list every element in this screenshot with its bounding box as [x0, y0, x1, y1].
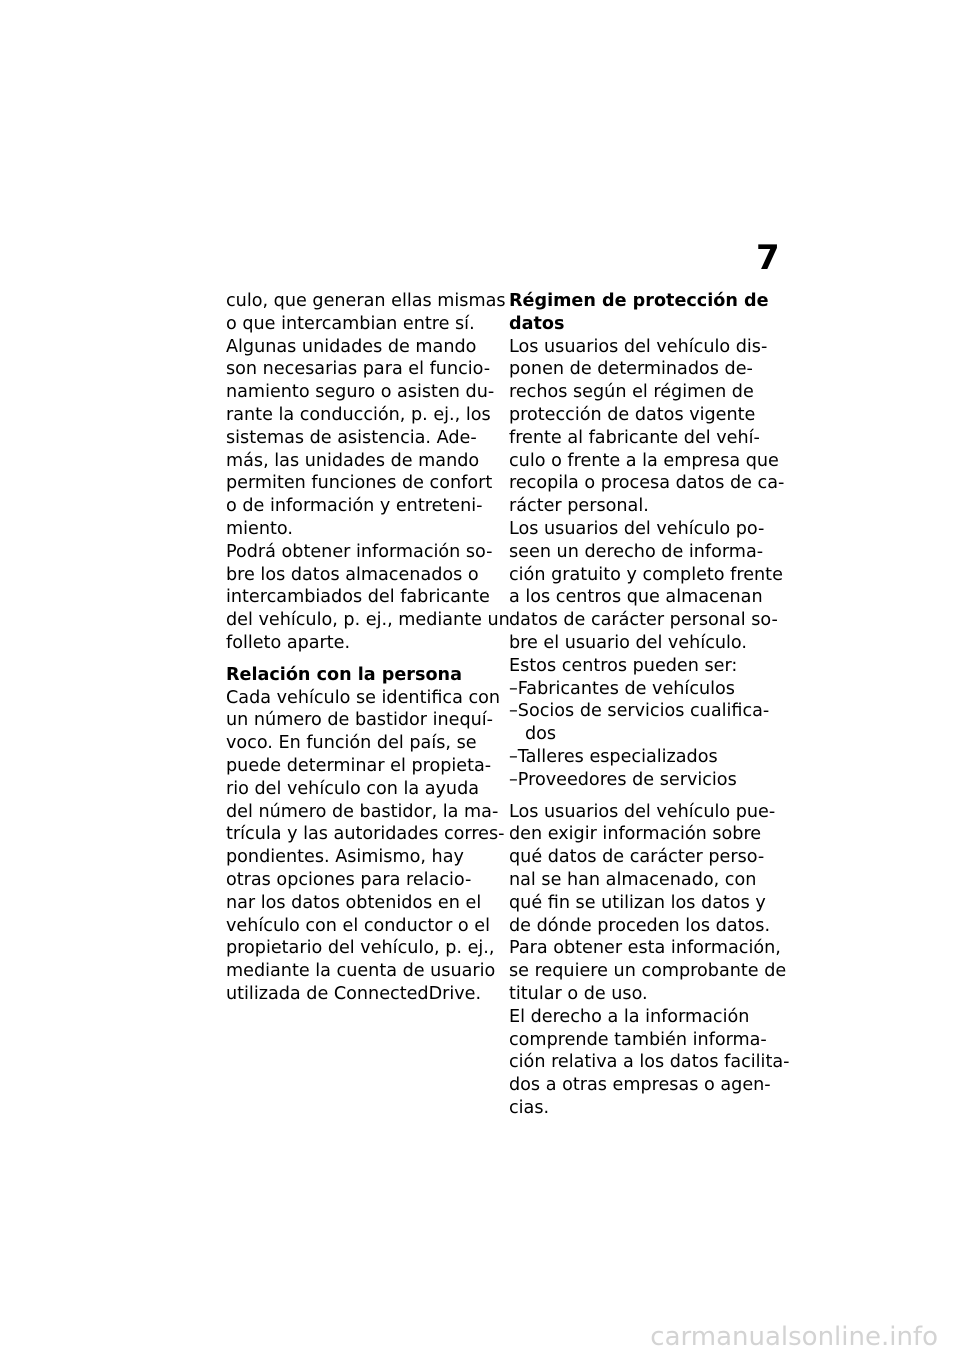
text-line: bre los datos almacenados o [226, 564, 479, 585]
text-line: qué datos de carácter perso- [509, 847, 765, 868]
text-line: comprende también informa- [509, 1029, 767, 1050]
text-line: mediante la cuenta de usuario [226, 961, 496, 982]
list-item: –Talleres especializados [509, 746, 718, 767]
text-line: más, las unidades de mando [226, 450, 480, 471]
text-line: de dónde proceden los datos. [509, 915, 771, 936]
text-line: bre el usuario del vehículo. [509, 632, 747, 653]
text-line: sistemas de asistencia. Ade- [226, 427, 477, 448]
text-line: rante la conducción, p. ej., los [226, 404, 491, 425]
text-line: ción relativa a los datos facilita- [509, 1052, 790, 1073]
text-line: del número de bastidor, la ma- [226, 801, 499, 822]
text-line: o que intercambian entre sí. [226, 313, 475, 334]
text-line: datos de carácter personal so- [509, 610, 778, 631]
text-line: Para obtener esta información, [509, 938, 781, 959]
list-item-continuation: dos [525, 724, 557, 745]
text-line: culo o frente a la empresa que [509, 450, 779, 471]
text-line: rácter personal. [509, 496, 649, 517]
text-line: seen un derecho de informa- [509, 541, 764, 562]
text-line: Cada vehículo se identifica con [226, 687, 501, 708]
paragraph-request-info [509, 801, 787, 1006]
text-line: ponen de determinados de- [509, 359, 753, 380]
text-line: rio del vehículo con la ayuda [226, 778, 480, 799]
text-line: se requiere un comprobante de [509, 961, 787, 982]
text-line: miento. [226, 518, 293, 539]
text-line: vehículo con el conductor o el [226, 915, 490, 936]
text-line: Los usuarios del vehículo po- [509, 518, 765, 539]
text-line: Los usuarios del vehículo dis- [509, 336, 768, 357]
text-line: recopila o procesa datos de ca- [509, 473, 785, 494]
text-line: folleto aparte. [226, 632, 351, 653]
text-line: Los usuarios del vehículo pue- [509, 801, 776, 822]
paragraph-more-info [226, 541, 510, 655]
section-heading-person: Relación con la persona [226, 664, 462, 685]
text-line: namiento seguro o asisten du- [226, 382, 495, 403]
text-line: ción gratuito y completo frente [509, 564, 783, 585]
bullet-list-centres [509, 678, 781, 792]
list-item: –Socios de servicios cualifica- [509, 701, 770, 722]
text-line: Podrá obtener información so- [226, 541, 493, 562]
text-line: nar los datos obtenidos en el [226, 892, 482, 913]
text-line: dos a otras empresas o agen- [509, 1075, 771, 1096]
text-line: puede determinar el propieta- [226, 755, 492, 776]
text-line: intercambiados del fabricante [226, 587, 490, 608]
text-line: permiten funciones de confort [226, 473, 493, 494]
text-line: trícula y las autoridades corres- [226, 824, 505, 845]
section-heading-data-protection: Régimen de protección de [509, 291, 769, 311]
section-heading-data-protection-cont: datos [509, 313, 565, 334]
text-line: voco. En función del país, se [226, 733, 477, 754]
text-line: protección de datos vigente [509, 404, 756, 425]
paragraph-info-scope [509, 1006, 790, 1120]
text-line: pondientes. Asimismo, hay [226, 847, 464, 868]
right-column [509, 290, 790, 1120]
text-line: rechos según el régimen de [509, 382, 754, 403]
text-line: utilizada de ConnectedDrive. [226, 983, 482, 1004]
text-line: qué fin se utilizan los datos y [509, 892, 766, 913]
left-column [226, 290, 510, 1006]
page-number: 7 [756, 238, 780, 278]
watermark: carmanualsonline.info [650, 1322, 938, 1352]
text-line: El derecho a la información [509, 1006, 750, 1027]
text-line: frente al fabricante del vehí- [509, 427, 760, 448]
paragraph-ecu-functions [226, 290, 506, 541]
paragraph-user-rights [509, 336, 785, 518]
text-line: den exigir información sobre [509, 824, 762, 845]
text-line: Estos centros pueden ser: [509, 655, 738, 676]
text-line: son necesarias para el funcio- [226, 359, 491, 380]
paragraph-vehicle-identification [226, 687, 505, 1006]
text-line: cias. [509, 1097, 550, 1118]
text-line: del vehículo, p. ej., mediante un [226, 610, 510, 631]
text-line: titular o de uso. [509, 983, 648, 1004]
text-line: propietario del vehículo, p. ej., [226, 938, 495, 959]
text-line: o de información y entreteni- [226, 496, 483, 517]
paragraph-right-to-information [509, 518, 781, 678]
text-line: Algunas unidades de mando [226, 336, 477, 357]
text-line: otras opciones para relacio- [226, 869, 472, 890]
text-line: culo, que generan ellas mismas [226, 291, 506, 311]
text-line: nal se han almacenado, con [509, 869, 757, 890]
list-item: –Proveedores de servicios [509, 769, 737, 790]
text-line: a los centros que almacenan [509, 587, 763, 608]
list-item: –Fabricantes de vehículos [509, 678, 735, 699]
text-line: un número de bastidor inequí- [226, 710, 494, 731]
